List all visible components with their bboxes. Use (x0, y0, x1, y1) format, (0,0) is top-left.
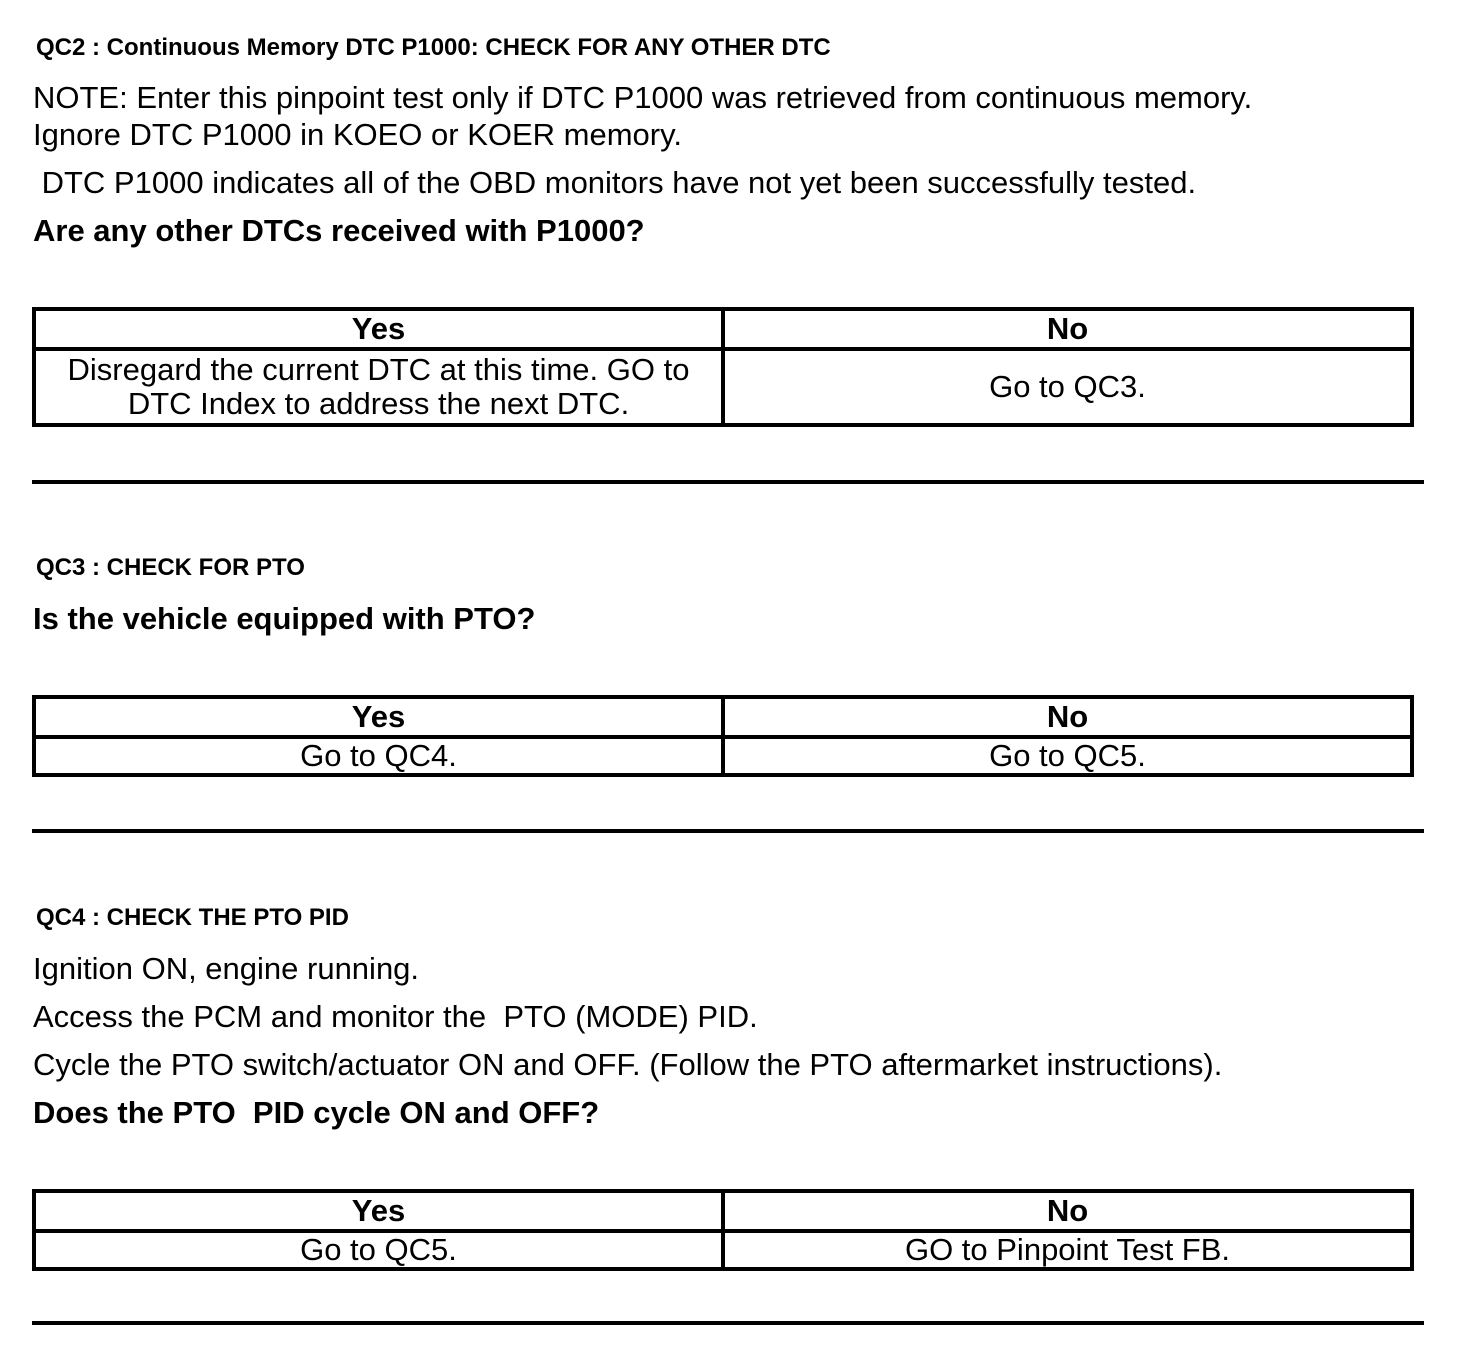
qc4-question: Does the PTO PID cycle ON and OFF? (33, 1095, 600, 1130)
qc3-answer-table (32, 695, 1414, 777)
qc4-no-header: No (723, 1191, 1412, 1231)
qc3-no-header: No (723, 697, 1412, 737)
qc4-heading: QC4 : CHECK THE PTO PID (36, 904, 349, 931)
section-divider (32, 829, 1424, 833)
qc2-yes-cell (34, 349, 723, 425)
qc2-no-header: No (723, 309, 1412, 349)
qc3-yes-cell: Go to QC4. (34, 737, 723, 775)
qc2-yes-text-line-2: DTC Index to address the next DTC. (127, 386, 630, 421)
qc4-yes-header: Yes (34, 1191, 723, 1231)
qc2-note-2: Ignore DTC P1000 in KOEO or KOER memory. (33, 117, 682, 152)
section-divider (32, 480, 1424, 484)
qc2-no-cell: Go to QC3. (723, 349, 1412, 425)
qc2-note-3: DTC P1000 indicates all of the OBD monitors have not yet been successfully tested. (33, 165, 1197, 200)
qc2-yes-text-line-1: Disregard the current DTC at this time. GO to (67, 352, 690, 387)
qc2-note-1: NOTE: Enter this pinpoint test only if DTC P1000 was retrieved from continuous memory. (33, 80, 1253, 115)
qc2-question: Are any other DTCs received with P1000? (33, 213, 645, 248)
qc2-answer-table (32, 307, 1414, 427)
qc3-yes-header: Yes (34, 697, 723, 737)
qc3-heading: QC3 : CHECK FOR PTO (36, 554, 305, 581)
qc2-yes-header: Yes (34, 309, 723, 349)
qc3-question: Is the vehicle equipped with PTO? (33, 601, 536, 636)
qc4-no-cell: GO to Pinpoint Test FB. (723, 1231, 1412, 1269)
qc3-no-cell: Go to QC5. (723, 737, 1412, 775)
qc2-heading: QC2 : Continuous Memory DTC P1000: CHECK FOR ANY OTHER DTC (36, 34, 831, 61)
section-divider (32, 1321, 1424, 1325)
qc4-yes-cell: Go to QC5. (34, 1231, 723, 1269)
qc4-note-3: Cycle the PTO switch/actuator ON and OFF. (Follow the PTO aftermarket instructions). (33, 1047, 1223, 1082)
qc4-note-1: Ignition ON, engine running. (33, 951, 420, 986)
qc4-answer-table (32, 1189, 1414, 1271)
qc4-note-2: Access the PCM and monitor the PTO (MODE) PID. (33, 999, 758, 1034)
